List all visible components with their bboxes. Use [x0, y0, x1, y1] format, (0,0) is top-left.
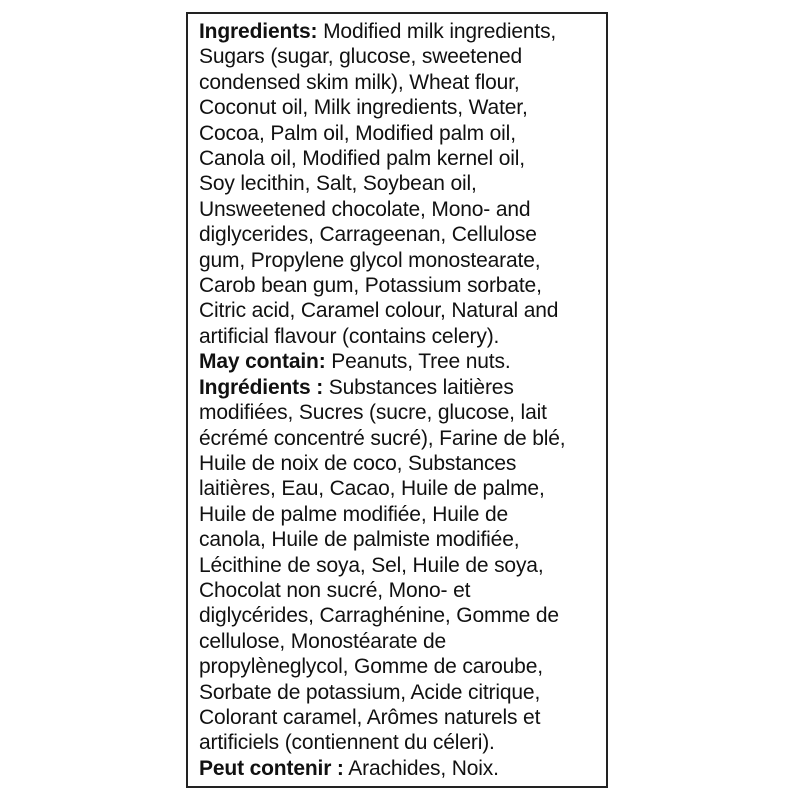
english-may-contain-heading: May contain:: [199, 350, 326, 374]
french-ingredients-line: Chocolat non sucré, Mono- et: [199, 578, 471, 602]
english-ingredients-line: Canola oil, Modified palm kernel oil,: [199, 147, 525, 171]
french-ingredients-line: Sorbate de potassium, Acide citrique,: [199, 680, 541, 704]
english-ingredients-line: Cocoa, Palm oil, Modified palm oil,: [199, 121, 516, 145]
french-ingredients-line: Huile de palme modifiée, Huile de: [199, 502, 509, 526]
english-ingredients-line: artificial flavour (contains celery).: [199, 324, 500, 348]
english-ingredients-line: Unsweetened chocolate, Mono- and: [199, 197, 531, 221]
french-ingredients-line: canola, Huile de palmiste modifiée,: [199, 528, 520, 552]
french-may-contain-heading: Peut contenir :: [199, 756, 344, 780]
ingredients-label-text: [199, 19, 605, 781]
french-ingredients-line: modifiées, Sucres (sucre, glucose, lait: [199, 401, 547, 425]
french-ingredients-line: laitières, Eau, Cacao, Huile de palme,: [199, 477, 545, 501]
french-ingredients-line: Colorant caramel, Arômes naturels et: [199, 705, 541, 729]
french-ingredients-line: [199, 375, 605, 400]
english-ingredients-text: Modified milk ingredients,: [317, 20, 557, 43]
english-may-contain-line: [199, 349, 605, 374]
french-ingredients-heading: Ingrédients :: [199, 375, 324, 399]
french-ingredients-line: écrémé concentré sucré), Farine de blé,: [199, 426, 566, 450]
english-ingredients-line: Citric acid, Caramel colour, Natural and: [199, 299, 559, 323]
french-ingredients-line: cellulose, Monostéarate de: [199, 629, 447, 653]
english-ingredients-heading: Ingredients:: [199, 20, 318, 43]
french-ingredients-text: Substances laitières: [323, 375, 514, 399]
french-may-contain-text: Arachides, Noix.: [343, 756, 499, 780]
english-ingredients-line: condensed skim milk), Wheat flour,: [199, 70, 520, 94]
english-ingredients-line: [199, 19, 605, 44]
french-ingredients-line: Huile de noix de coco, Substances: [199, 451, 517, 475]
ingredients-label-panel: [186, 12, 608, 788]
french-ingredients-line: propylèneglycol, Gomme de caroube,: [199, 655, 543, 679]
english-ingredients-line: Carob bean gum, Potassium sorbate,: [199, 274, 542, 298]
english-may-contain-text: Peanuts, Tree nuts.: [325, 350, 511, 374]
french-ingredients-line: diglycérides, Carraghénine, Gomme de: [199, 604, 559, 628]
english-ingredients-line: Sugars (sugar, glucose, sweetened: [199, 45, 523, 69]
french-ingredients-line: artificiels (contiennent du céleri).: [199, 731, 495, 755]
english-ingredients-line: diglycerides, Carrageenan, Cellulose: [199, 223, 537, 247]
english-ingredients-line: Soy lecithin, Salt, Soybean oil,: [199, 172, 477, 196]
english-ingredients-line: gum, Propylene glycol monostearate,: [199, 248, 541, 272]
english-ingredients-line: Coconut oil, Milk ingredients, Water,: [199, 96, 528, 120]
french-ingredients-line: Lécithine de soya, Sel, Huile de soya,: [199, 553, 544, 577]
french-may-contain-line: [199, 756, 605, 781]
